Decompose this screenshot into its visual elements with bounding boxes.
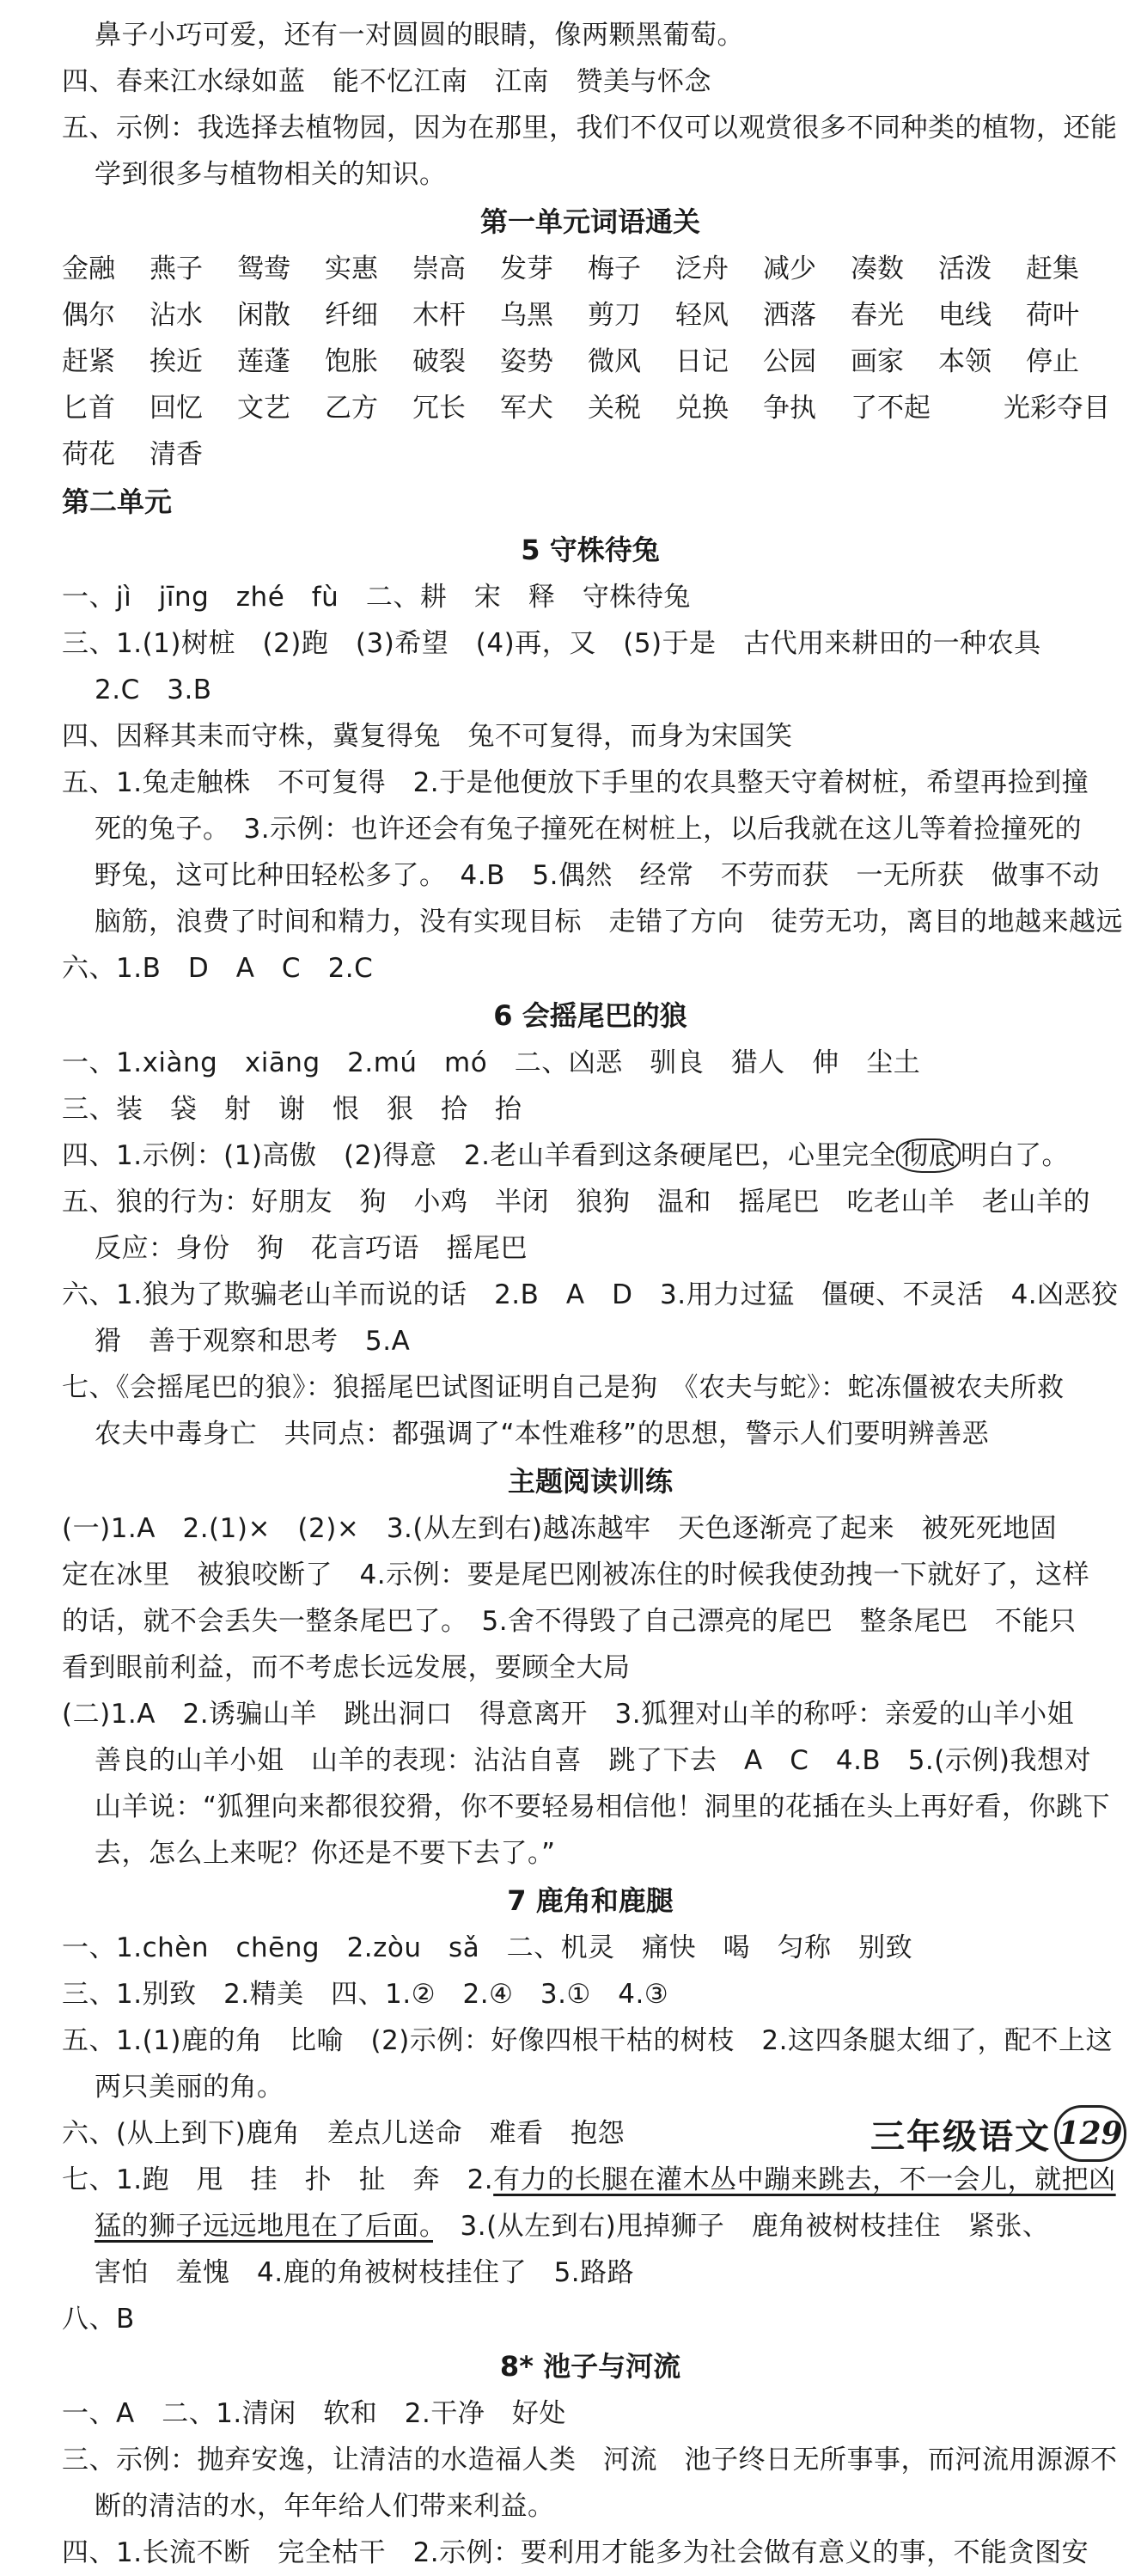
answer-page <box>62 12 1123 2576</box>
text-line: 五、狼的行为：好朋友 狗 小鸡 半闭 狼狗 温和 摇尾巴 吃老山羊 老山羊的 <box>62 1187 1090 1218</box>
page-number: 129 <box>1054 2105 1126 2162</box>
text-line: 一、1.chèn chēng 2.zòu sǎ 二、机灵 痛快 喝 匀称 别致 <box>62 1932 913 1963</box>
vocab-word: 轻风 <box>675 300 729 331</box>
text-line: 六、(从上到下)鹿角 差点儿送命 难看 抱怨 <box>62 2118 625 2149</box>
vocab-word: 赶集 <box>1026 253 1079 284</box>
vocab-word: 画家 <box>851 346 904 377</box>
vocab-word: 梅子 <box>588 253 641 284</box>
text-line: 五、示例：我选择去植物园，因为在那里，我们不仅可以观赏很多不同种类的植物，还能 <box>62 113 1118 143</box>
text-line: 断的清洁的水，年年给人们带来利益。 <box>95 2491 555 2522</box>
section-title: 主题阅读训练 <box>507 1465 673 1498</box>
text-line <box>62 2203 1119 2249</box>
text-span: 3.(从左到右)甩掉狮子 鹿角被树枝挂住 紧张、 <box>433 2211 1050 2242</box>
unit-heading: 第二单元 <box>62 485 173 518</box>
vocab-word: 回忆 <box>150 393 203 424</box>
vocab-word: 活泼 <box>938 253 992 284</box>
text-line: 善良的山羊小姐 山羊的表现：沾沾自喜 跳了下去 A C 4.B 5.(示例)我想对 <box>95 1745 1091 1776</box>
text-line: 六、1.B D A C 2.C <box>62 953 374 984</box>
footer-label: 三年级语文 <box>870 2116 1051 2157</box>
vocab-word: 泛舟 <box>675 253 729 284</box>
vocab-word: 偶尔 <box>62 300 115 331</box>
vocab-word: 乌黑 <box>500 300 553 331</box>
text-span: 七、1.跑 甩 挂 扑 扯 奔 2. <box>62 2164 494 2195</box>
vocab-word: 鸳鸯 <box>237 253 290 284</box>
vocab-word: 纤细 <box>325 300 378 331</box>
vocab-word: 争执 <box>763 393 816 424</box>
vocab-word: 了不起 <box>851 393 931 424</box>
vocab-word: 匕首 <box>62 393 115 424</box>
text-line: 四、因释其耒而守株，冀复得兔 兔不可复得，而身为宋国笑 <box>62 721 793 752</box>
vocab-word: 破裂 <box>412 346 466 377</box>
vocab-word: 发芽 <box>500 253 553 284</box>
vocab-heading: 第一单元词语通关 <box>479 205 700 238</box>
vocab-word: 实惠 <box>325 253 378 284</box>
text-line: 2.C 3.B <box>95 675 212 705</box>
page-footer <box>870 2103 1126 2164</box>
lesson-title: 8* 池子与河流 <box>499 2350 681 2383</box>
text-line: 反应：身份 狗 花言巧语 摇尾巴 <box>95 1233 528 1264</box>
vocab-word: 冗长 <box>412 393 466 424</box>
vocab-word: 光彩夺目 <box>1004 393 1110 424</box>
vocab-word: 微风 <box>588 346 641 377</box>
text-line: (二)1.A 2.诱骗山羊 跳出洞口 得意离开 3.狐狸对山羊的称呼：亲爱的山羊小姐 <box>62 1699 1075 1730</box>
vocab-word: 凑数 <box>851 253 904 284</box>
vocab-word: 木杆 <box>412 300 466 331</box>
vocab-word: 春光 <box>851 300 904 331</box>
vocab-word: 剪刀 <box>588 300 641 331</box>
text-line: 鼻子小巧可爱，还有一对圆圆的眼睛，像两颗黑葡萄。 <box>95 20 744 51</box>
text-line: 三、示例：抛弃安逸，让清洁的水造福人类 河流 池子终日无所事事，而河流用源源不 <box>62 2445 1118 2475</box>
text-line: 农夫中毒身亡 共同点：都强调了“本性难移”的思想，警示人们要明辨善恶 <box>95 1419 990 1450</box>
text-line: 看到眼前利益，而不考虑长远发展，要顾全大局 <box>62 1652 631 1683</box>
vocab-word: 乙方 <box>325 393 378 424</box>
vocab-row <box>62 385 1119 431</box>
text-line: 山羊说：“狐狸向来都很狡猾，你不要轻易相信他！洞里的花插在头上再好看，你跳下 <box>95 1792 1111 1822</box>
text-line: 六、1.狼为了欺骗老山羊而说的话 2.B A D 3.用力过猛 僵硬、不灵活 4.凶恶狡 <box>62 1279 1119 1310</box>
vocab-word: 电线 <box>938 300 992 331</box>
vocab-word: 日记 <box>675 346 729 377</box>
vocab-word: 停止 <box>1026 346 1079 377</box>
text-line: 三、1.(1)树桩 (2)跑 (3)希望 (4)再，又 (5)于是 古代用来耕田的一种农具 <box>62 628 1041 659</box>
text-line: 的话，就不会丢失一整条尾巴了。 5.舍不得毁了自己漂亮的尾巴 整条尾巴 不能只 <box>62 1606 1077 1637</box>
text-line: 四、1.长流不断 完全枯干 2.示例：要利用才能多为社会做有意义的事，不能贪图安 <box>62 2537 1089 2568</box>
vocab-word: 沾水 <box>150 300 203 331</box>
lesson-title: 7 鹿角和鹿腿 <box>507 1884 674 1917</box>
vocab-word: 金融 <box>62 253 115 284</box>
text-line: 野兔，这可比种田轻松多了。 4.B 5.偶然 经常 不劳而获 一无所获 做事不动 <box>95 860 1100 891</box>
vocab-word: 文艺 <box>237 393 290 424</box>
circled-word: 彻底 <box>896 1138 961 1173</box>
vocab-word: 赶紧 <box>62 346 115 377</box>
vocab-word: 闲散 <box>237 300 290 331</box>
text-line: 一、jì jīng zhé fù 二、耕 宋 释 守株待兔 <box>62 582 691 613</box>
text-line: 定在冰里 被狼咬断了 4.示例：要是尾巴刚被冻住的时候我使劲拽一下就好了，这样 <box>62 1560 1090 1590</box>
underlined-text: 有力的长腿在灌木丛中蹦来跳去，不一会儿，就把凶 <box>493 2164 1116 2195</box>
text-line: 学到很多与植物相关的知识。 <box>95 159 447 190</box>
lesson-title: 6 会摇尾巴的狼 <box>493 999 687 1032</box>
vocab-word: 荷叶 <box>1026 300 1079 331</box>
text-line: 四、春来江水绿如蓝 能不忆江南 江南 赞美与怀念 <box>62 66 711 97</box>
text-line: 猾 善于观察和思考 5.A <box>95 1326 411 1357</box>
vocab-row <box>62 292 1119 339</box>
vocab-word: 本领 <box>938 346 992 377</box>
text-span: 四、1.示例：(1)高傲 (2)得意 2.老山羊看到这条硬尾巴，心里完全 <box>62 1140 896 1171</box>
text-line: (一)1.A 2.(1)× (2)× 3.(从左到右)越冻越牢 天色逐渐亮了起来 被死死地固 <box>62 1513 1058 1544</box>
text-line: 一、A 二、1.清闲 软和 2.干净 好处 <box>62 2398 566 2429</box>
text-line: 八、B <box>62 2304 135 2335</box>
text-line: 五、1.兔走触株 不可复得 2.于是他便放下手里的农具整天守着树桩，希望再捡到撞 <box>62 767 1089 798</box>
vocab-word: 减少 <box>763 253 816 284</box>
text-line <box>62 2157 1119 2203</box>
vocab-word: 关税 <box>588 393 641 424</box>
text-line: 五、1.(1)鹿的角 比喻 (2)示例：好像四根干枯的树枝 2.这四条腿太细了，配不上这 <box>62 2025 1113 2056</box>
text-line <box>62 1132 1119 1179</box>
vocab-word: 兑换 <box>675 393 729 424</box>
vocab-row <box>62 246 1119 292</box>
text-line: 三、装 袋 射 谢 恨 狠 拾 抬 <box>62 1094 522 1125</box>
text-line: 死的兔子。 3.示例：也许还会有兔子撞死在树桩上，以后我就在这儿等着捡撞死的 <box>95 814 1083 845</box>
vocab-word: 挨近 <box>150 346 203 377</box>
vocab-word: 饱胀 <box>325 346 378 377</box>
text-line: 脑筋，浪费了时间和精力，没有实现目标 走错了方向 徒劳无功，离目的地越来越远 <box>95 906 1123 937</box>
text-line: 一、1.xiàng xiāng 2.mú mó 二、凶恶 驯良 猎人 伸 尘土 <box>62 1047 921 1078</box>
vocab-word: 莲蓬 <box>237 346 290 377</box>
vocab-row <box>62 431 1119 478</box>
vocab-word: 清香 <box>150 439 203 470</box>
vocab-word: 姿势 <box>500 346 553 377</box>
text-line: 三、1.别致 2.精美 四、1.② 2.④ 3.① 4.③ <box>62 1979 669 2010</box>
vocab-word: 崇高 <box>412 253 466 284</box>
text-line: 两只美丽的角。 <box>95 2072 284 2103</box>
vocab-word: 燕子 <box>150 253 203 284</box>
text-line: 害怕 羞愧 4.鹿的角被树枝挂住了 5.路路 <box>95 2257 635 2288</box>
vocab-word: 军犬 <box>500 393 553 424</box>
vocab-word: 洒落 <box>763 300 816 331</box>
text-line: 七、《会摇尾巴的狼》：狼摇尾巴试图证明自己是狗 《农夫与蛇》：蛇冻僵被农夫所救 <box>62 1372 1065 1403</box>
text-span: 明白了。 <box>960 1140 1069 1171</box>
underlined-text: 猛的狮子远远地甩在了后面。 <box>95 2211 433 2242</box>
text-line: 去，怎么上来呢？你还是不要下去了。” <box>95 1838 556 1869</box>
vocab-word: 荷花 <box>62 439 115 470</box>
lesson-title: 5 守株待兔 <box>521 534 660 566</box>
vocab-row <box>62 339 1119 385</box>
vocab-word: 公园 <box>763 346 816 377</box>
